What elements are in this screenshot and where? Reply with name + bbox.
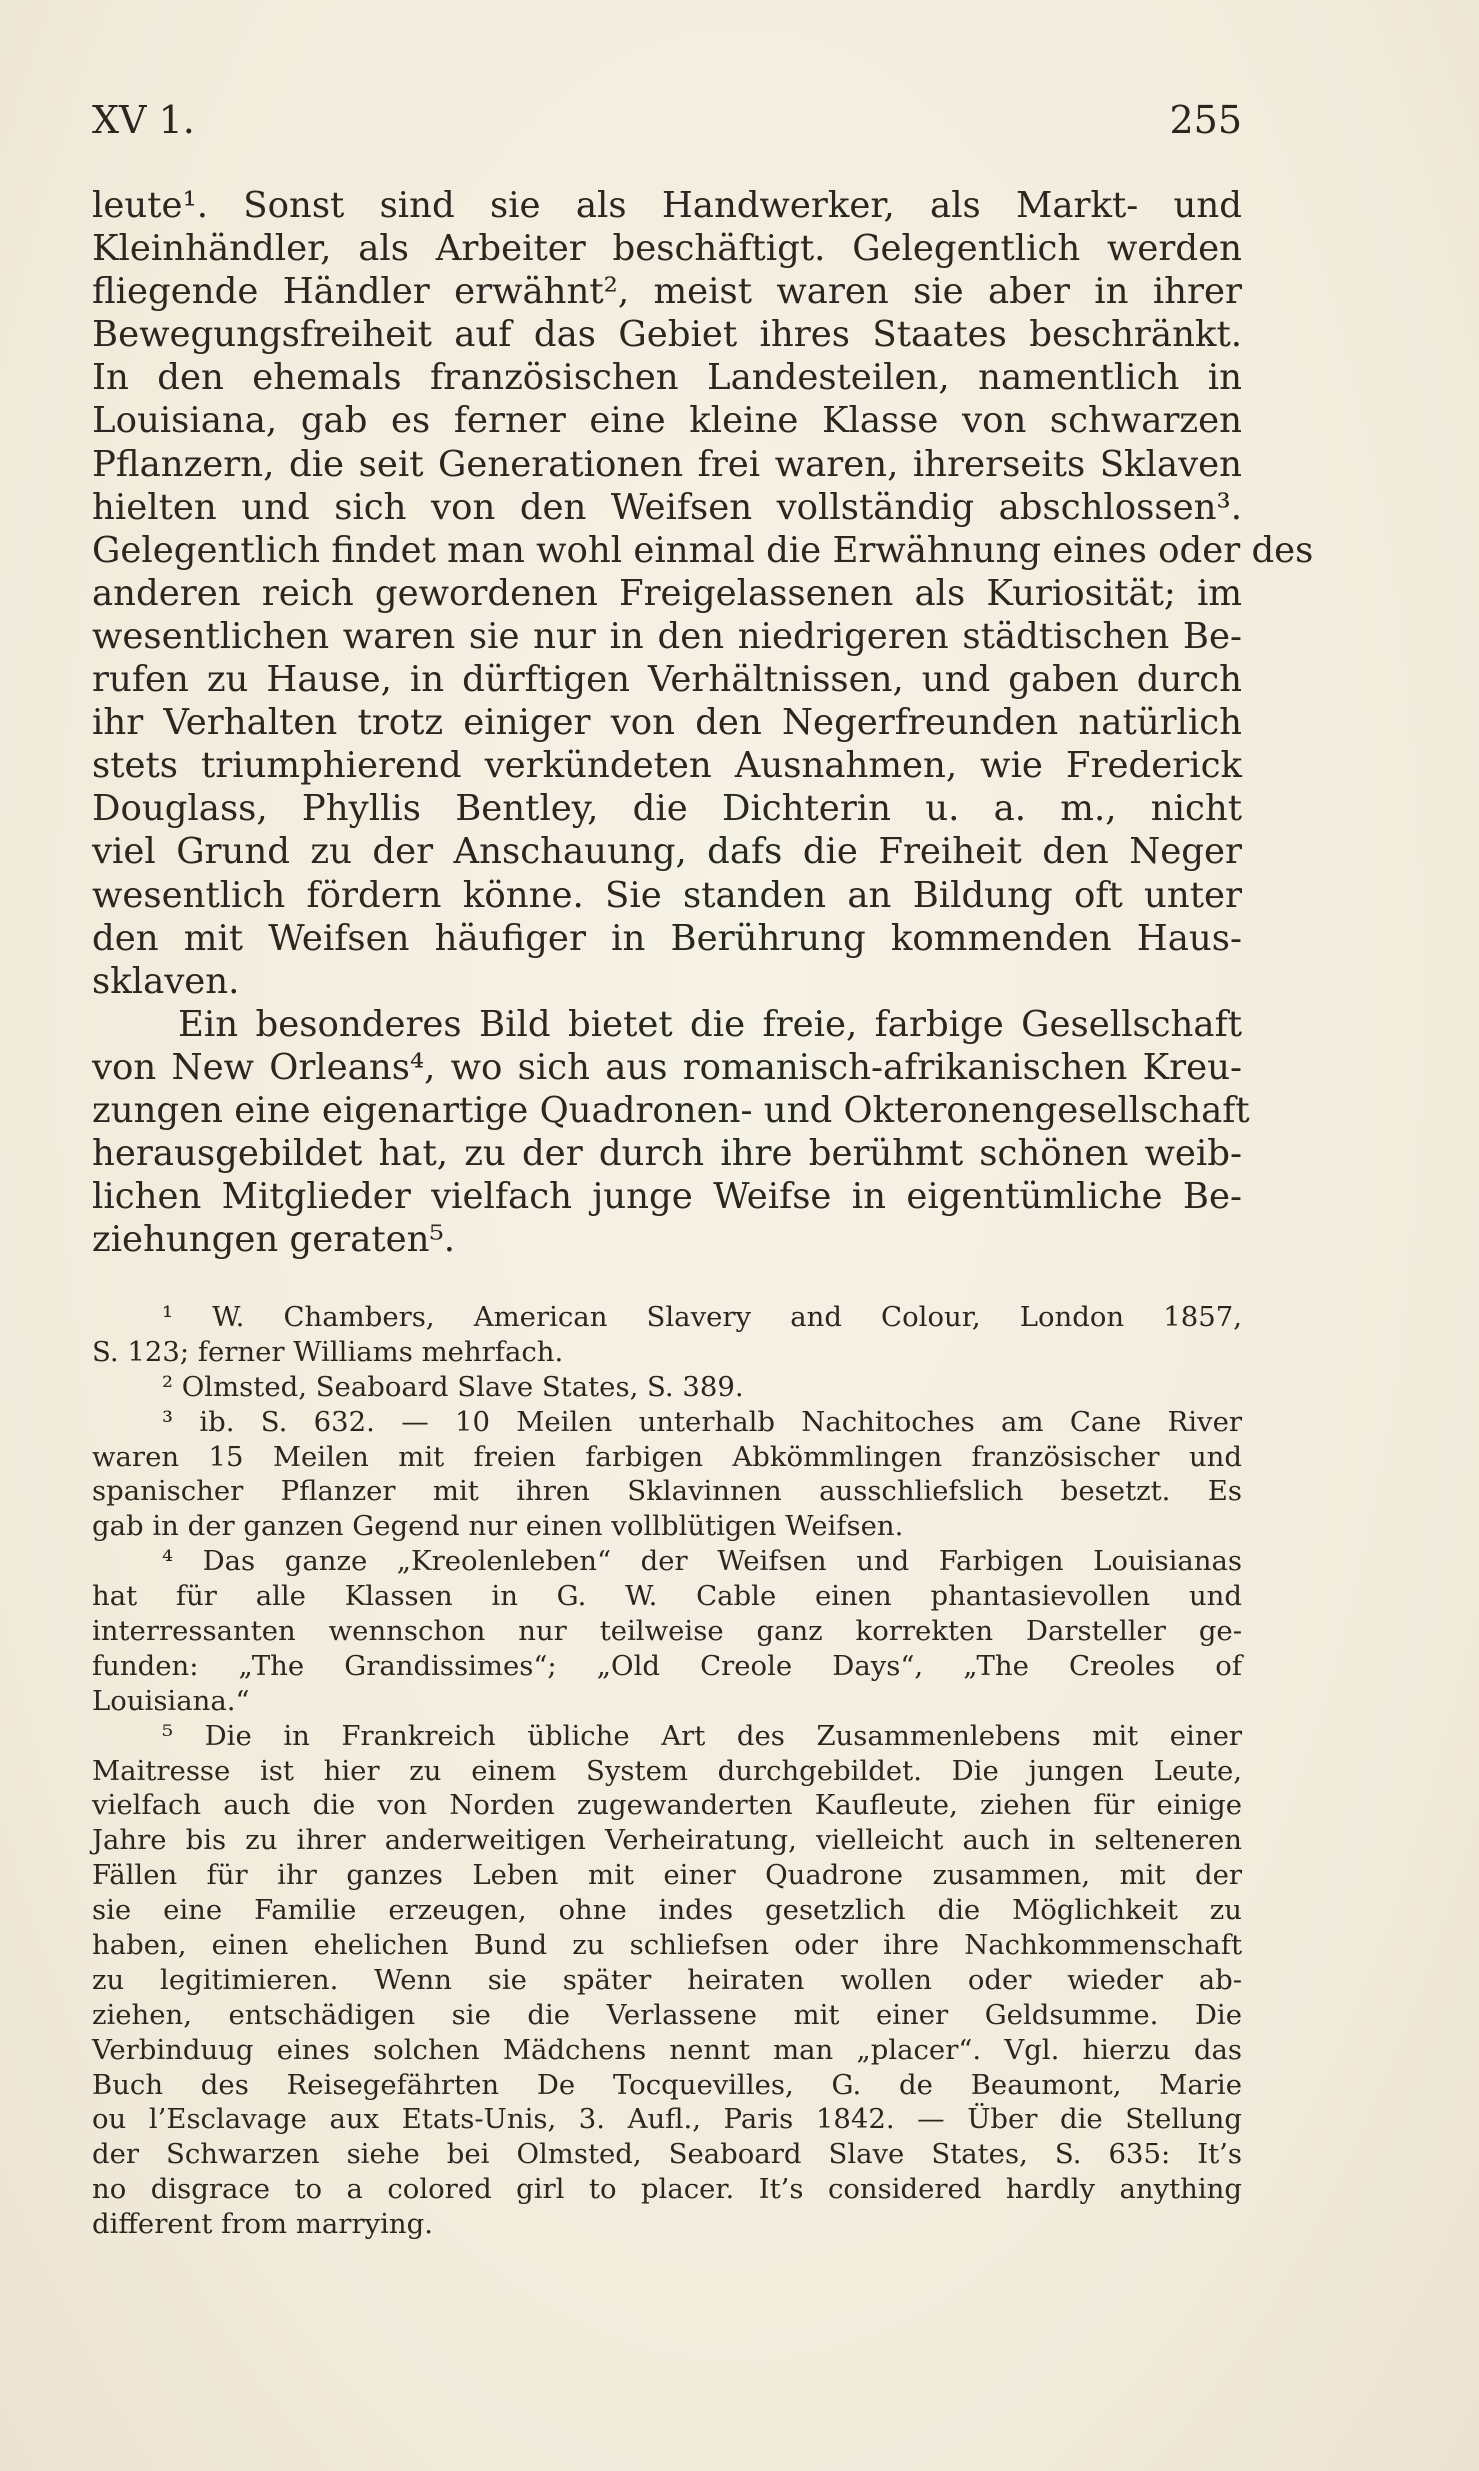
text-line: zungen eine eigenartige Quadronen- und Okteronengesellschaft xyxy=(92,1089,1250,1131)
footnote-line: spanischer Pflanzer mit ihren Sklavinnen ausschliefslich besetzt. Es xyxy=(92,1475,1242,1508)
running-header xyxy=(92,98,1242,148)
section-number: XV 1. xyxy=(92,98,195,142)
text-line: den mit Weifsen häufiger in Berührung kommenden Haus- xyxy=(92,917,1242,959)
text-line: Pflanzern, die seit Generationen frei waren, ihrerseits Sklaven xyxy=(92,443,1242,485)
text-line: Gelegentlich findet man wohl einmal die Erwähnung eines oder des xyxy=(92,529,1314,571)
text-line: stets triumphierend verkündeten Ausnahmen, wie Frederick xyxy=(92,745,1242,787)
text-line: rufen zu Hause, in dürftigen Verhältnissen, und gaben durch xyxy=(92,659,1242,701)
footnote-line: Buch des Reisegefährten De Tocquevilles, G. de Beaumont, Marie xyxy=(92,2068,1242,2101)
text-line: von New Orleans⁴, wo sich aus romanisch-afrikanischen Kreu- xyxy=(92,1046,1242,1088)
footnote-line: interressanten wennschon nur teilweise ganz korrekten Darsteller ge- xyxy=(92,1615,1242,1648)
footnote-line: no disgrace to a colored girl to placer. It’s considered hardly anything xyxy=(92,2173,1242,2206)
text-line: ziehungen geraten⁵. xyxy=(92,1219,456,1261)
text-line: Ein besonderes Bild bietet die freie, farbige Gesellschaft xyxy=(178,1003,1242,1045)
page-number: 255 xyxy=(1169,98,1242,142)
footnote-line: vielfach auch die von Norden zugewanderten Kaufleute, ziehen für einige xyxy=(92,1789,1242,1822)
main-text xyxy=(92,184,1314,1261)
footnote-line: haben, einen ehelichen Bund zu schliefsen oder ihre Nachkommenschaft xyxy=(92,1929,1242,1962)
footnote-line: Jahre bis zu ihrer anderweitigen Verheiratung, vielleicht auch in selteneren xyxy=(92,1824,1242,1857)
footnote-line: gab in der ganzen Gegend nur einen vollblütigen Weifsen. xyxy=(92,1510,904,1543)
text-line: lichen Mitglieder vielfach junge Weifse in eigentümliche Be- xyxy=(92,1176,1242,1218)
footnote-line: zu legitimieren. Wenn sie später heiraten wollen oder wieder ab- xyxy=(92,1963,1242,1996)
footnote-line: Louisiana.“ xyxy=(92,1684,250,1717)
text-line: In den ehemals französischen Landesteilen, namentlich in xyxy=(92,357,1242,399)
footnote-line: Verbinduug eines solchen Mädchens nennt man „placer“. Vgl. hierzu das xyxy=(92,2033,1242,2066)
footnote-line: Maitresse ist hier zu einem System durchgebildet. Die jungen Leute, xyxy=(92,1754,1242,1787)
text-line: wesentlichen waren sie nur in den niedrigeren städtischen Be- xyxy=(92,615,1242,657)
footnote-line: sie eine Familie erzeugen, ohne indes gesetzlich die Möglichkeit zu xyxy=(92,1894,1242,1927)
footnote-line: hat für alle Klassen in G. W. Cable einen phantasievollen und xyxy=(92,1580,1242,1613)
text-line: wesentlich fördern könne. Sie standen an Bildung oft unter xyxy=(92,874,1242,916)
footnote-line: ¹ W. Chambers, American Slavery and Colour, London 1857, xyxy=(162,1301,1242,1333)
text-line: Kleinhändler, als Arbeiter beschäftigt. Gelegentlich werden xyxy=(92,228,1242,270)
footnote-line: funden: „The Grandissimes“; „Old Creole Days“, „The Creoles of xyxy=(92,1649,1242,1682)
footnote-line: ² Olmsted, Seaboard Slave States, S. 389. xyxy=(162,1370,744,1403)
text-line: Louisiana, gab es ferner eine kleine Klasse von schwarzen xyxy=(92,400,1242,442)
text-line: ihr Verhalten trotz einiger von den Negerfreunden natürlich xyxy=(92,702,1242,744)
footnote-line: ⁵ Die in Frankreich übliche Art des Zusammenlebens mit einer xyxy=(162,1719,1242,1752)
text-line: Douglass, Phyllis Bentley, die Dichterin u. a. m., nicht xyxy=(92,788,1242,830)
text-line: hielten und sich von den Weifsen vollständig abschlossen³. xyxy=(92,486,1242,528)
text-line: Bewegungsfreiheit auf das Gebiet ihres Staates beschränkt. xyxy=(92,314,1242,356)
footnote-line: S. 123; ferner Williams mehrfach. xyxy=(92,1335,564,1368)
footnote-line: ziehen, entschädigen sie die Verlassene mit einer Geldsumme. Die xyxy=(92,1998,1242,2031)
footnote-line: ³ ib. S. 632. — 10 Meilen unterhalb Nachitoches am Cane River xyxy=(162,1405,1242,1438)
footnote-line: ⁴ Das ganze „Kreolenleben“ der Weifsen und Farbigen Louisianas xyxy=(162,1545,1242,1578)
text-line: anderen reich gewordenen Freigelassenen als Kuriosität; im xyxy=(92,572,1242,614)
footnote-line: Fällen für ihr ganzes Leben mit einer Quadrone zusammen, mit der xyxy=(92,1859,1242,1892)
text-line: leute¹. Sonst sind sie als Handwerker, als Markt- und xyxy=(92,185,1242,226)
footnote-line: der Schwarzen siehe bei Olmsted, Seaboard Slave States, S. 635: It’s xyxy=(92,2138,1242,2171)
text-line: fliegende Händler erwähnt², meist waren sie aber in ihrer xyxy=(92,271,1242,313)
footnotes xyxy=(92,1300,1242,2242)
footnote-line: waren 15 Meilen mit freien farbigen Abkömmlingen französischer und xyxy=(92,1440,1242,1473)
text-line: sklaven. xyxy=(92,960,240,1002)
footnote-line: ou l’Esclavage aux Etats-Unis, 3. Aufl., Paris 1842. — Über die Stellung xyxy=(92,2103,1242,2136)
text-line: viel Grund zu der Anschauung, dafs die Freiheit den Neger xyxy=(92,831,1242,873)
text-line: herausgebildet hat, zu der durch ihre berühmt schönen weib- xyxy=(92,1133,1242,1175)
footnote-line: different from marrying. xyxy=(92,2208,433,2241)
